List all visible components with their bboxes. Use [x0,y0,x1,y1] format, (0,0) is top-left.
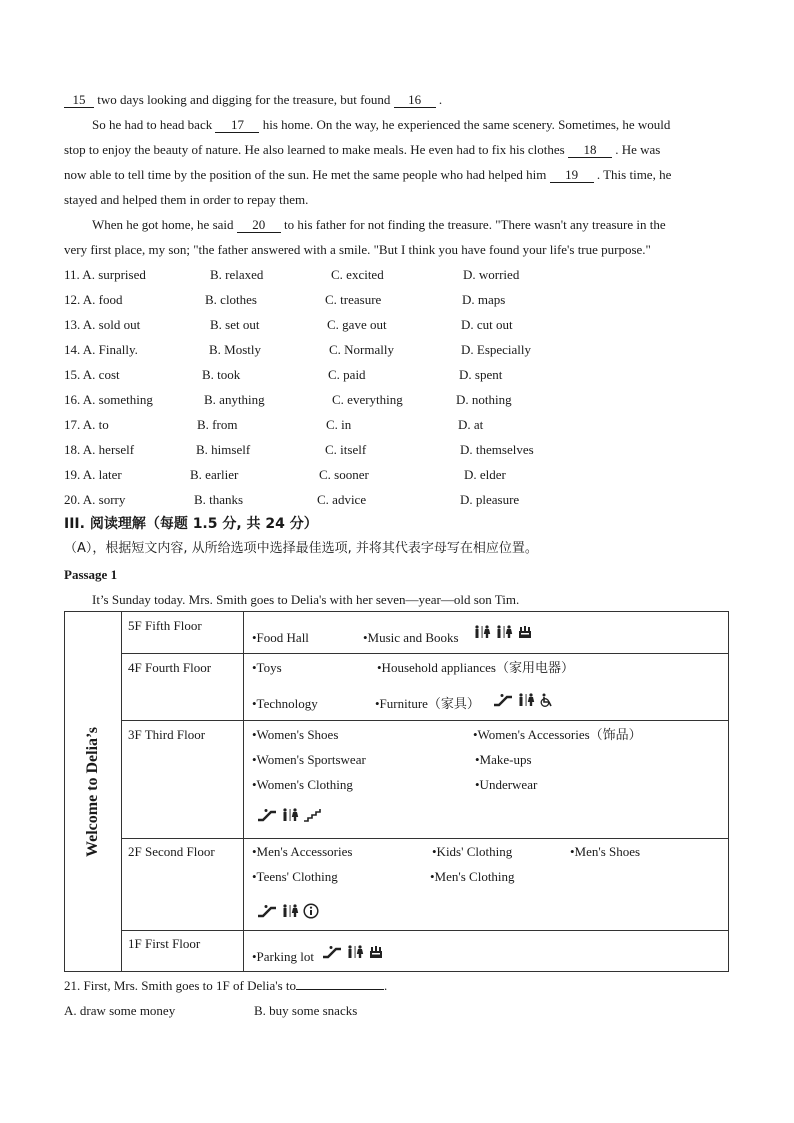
floor-1-item: •Parking lot [252,949,314,964]
cloze-line-6: When he got home, he said 20 to his father for not finding the treasure. "There wasn't any treasure in the [92,217,666,232]
toilets-icon [346,945,364,959]
section-instruction: （A），根据短文内容, 从所给选项中选择最佳选项, 并将其代表字母写在相应位置。 [64,541,538,556]
option-b: B. set out [210,317,260,332]
floor-4-icons [493,693,555,707]
cloze-line-4: now able to tell time by the position of the sun. He met the same people who had helped him 19 . This time, he [64,167,672,182]
q21-option-b: B. buy some snacks [254,1003,358,1018]
floor-4-item: •Toys [252,660,282,675]
section-title: III. 阅读理解（每题 1.5 分, 共 24 分） [64,516,318,532]
option-b: B. Mostly [209,342,262,357]
floor-3-item: •Women's Sportswear [252,752,366,767]
store-directory-table [64,611,729,972]
floor-1-icons [322,945,384,959]
floor-5-name: 5F Fifth Floor [128,618,202,633]
option-d: D. spent [459,367,503,382]
blank-19: 19 [550,168,594,183]
option-a: 20. A. sorry [64,492,126,507]
floor-2-item: •Men's Accessories [252,844,353,859]
option-c: C. gave out [327,317,387,332]
cloze-line-1: 15 two days looking and digging for the treasure, but found 16 . [64,92,442,108]
divider [243,612,244,971]
option-a: 18. A. herself [64,442,135,457]
divider [121,720,728,721]
floor-5-item: •Music and Books [363,630,459,645]
cloze-line-7: very first place, my son; "the father answered with a smile. "But I think you have found your life's true purpose." [64,242,651,257]
option-c: C. Normally [329,342,394,357]
floor-1-name: 1F First Floor [128,936,201,951]
floor-3-item: •Women's Shoes [252,727,339,742]
option-b: B. thanks [194,492,244,507]
floor-2-item: •Men's Shoes [570,844,641,859]
option-d: D. maps [462,292,506,307]
option-b: B. anything [204,392,265,407]
passage-label: Passage 1 [64,567,118,582]
escalator-icon [322,945,342,959]
floor-4-item: •Technology [252,696,318,711]
divider [121,612,122,971]
option-b: B. clothes [205,292,257,307]
option-c: C. everything [332,392,403,407]
info-icon [303,903,319,919]
answer-blank[interactable] [296,989,384,990]
escalator-icon [493,693,513,707]
option-d: D. nothing [456,392,512,407]
floor-5-icons [473,625,533,639]
floor-4-name: 4F Fourth Floor [128,660,212,675]
floor-3-item: •Make-ups [475,752,532,767]
option-c: C. treasure [325,292,382,307]
option-c: C. in [326,417,352,432]
stairs-icon [303,808,323,822]
toilets-icon [495,625,513,639]
option-a: 11. A. surprised [64,267,146,282]
option-a: 13. A. sold out [64,317,141,332]
option-b: B. from [197,417,238,432]
option-d: D. pleasure [460,492,520,507]
cloze-line-3: stop to enjoy the beauty of nature. He also learned to make meals. He even had to fix his clothes 18 . He was [64,142,661,157]
floor-2-icons [257,903,319,919]
vending-icon [517,625,533,639]
option-b: B. took [202,367,241,382]
floor-3-icons [257,808,323,822]
floor-2-item: •Kids' Clothing [432,844,513,859]
option-a: 17. A. to [64,417,109,432]
welcome-banner: Welcome to Delia’s [84,726,101,857]
floor-2-name: 2F Second Floor [128,844,215,859]
option-a: 12. A. food [64,292,123,307]
option-d: D. themselves [460,442,534,457]
option-d: D. elder [464,467,506,482]
option-b: B. relaxed [210,267,264,282]
option-b: B. earlier [190,467,239,482]
blank-20: 20 [237,218,281,233]
option-a: 15. A. cost [64,367,120,382]
floor-2-item: •Men's Clothing [430,869,515,884]
passage-intro: It’s Sunday today. Mrs. Smith goes to Delia's with her seven—year—old son Tim. [92,592,520,607]
q21-option-a: A. draw some money [64,1003,176,1018]
option-c: C. itself [325,442,367,457]
option-c: C. excited [331,267,384,282]
toilets-icon [281,808,299,822]
divider [121,930,728,931]
option-c: C. paid [328,367,366,382]
floor-3-item: •Women's Accessories（饰品） [473,727,642,742]
escalator-icon [257,904,277,918]
option-b: B. himself [196,442,251,457]
toilets-icon [517,693,535,707]
cloze-line-5: stayed and helped them in order to repay them. [64,192,309,207]
toilets-icon [281,904,299,918]
option-d: D. at [458,417,484,432]
option-a: 14. A. Finally. [64,342,138,357]
option-d: D. Especially [461,342,532,357]
divider [121,653,728,654]
option-a: 16. A. something [64,392,153,407]
floor-2-item: •Teens' Clothing [252,869,338,884]
option-a: 19. A. later [64,467,122,482]
toilets-icon [473,625,491,639]
question-21: 21. First, Mrs. Smith goes to 1F of Delia's to . [64,978,388,993]
vending-icon [368,945,384,959]
blank-16: 16 [394,93,436,108]
cloze-line-2: So he had to head back 17 his home. On the way, he experienced the same scenery. Sometimes, he would [92,117,671,132]
floor-5-item: •Food Hall [252,630,309,645]
blank-17: 17 [215,118,259,133]
floor-4-item: •Furniture（家具） [375,696,480,711]
blank-18: 18 [568,143,612,158]
floor-3-name: 3F Third Floor [128,727,206,742]
blank-15: 15 [64,93,94,108]
floor-4-item: •Household appliances（家用电器） [377,660,574,675]
wheelchair-icon [539,693,555,707]
floor-3-item: •Women's Clothing [252,777,353,792]
floor-3-item: •Underwear [475,777,538,792]
escalator-icon [257,808,277,822]
option-c: C. advice [317,492,367,507]
option-d: D. cut out [461,317,513,332]
option-d: D. worried [463,267,520,282]
divider [121,838,728,839]
option-c: C. sooner [319,467,369,482]
